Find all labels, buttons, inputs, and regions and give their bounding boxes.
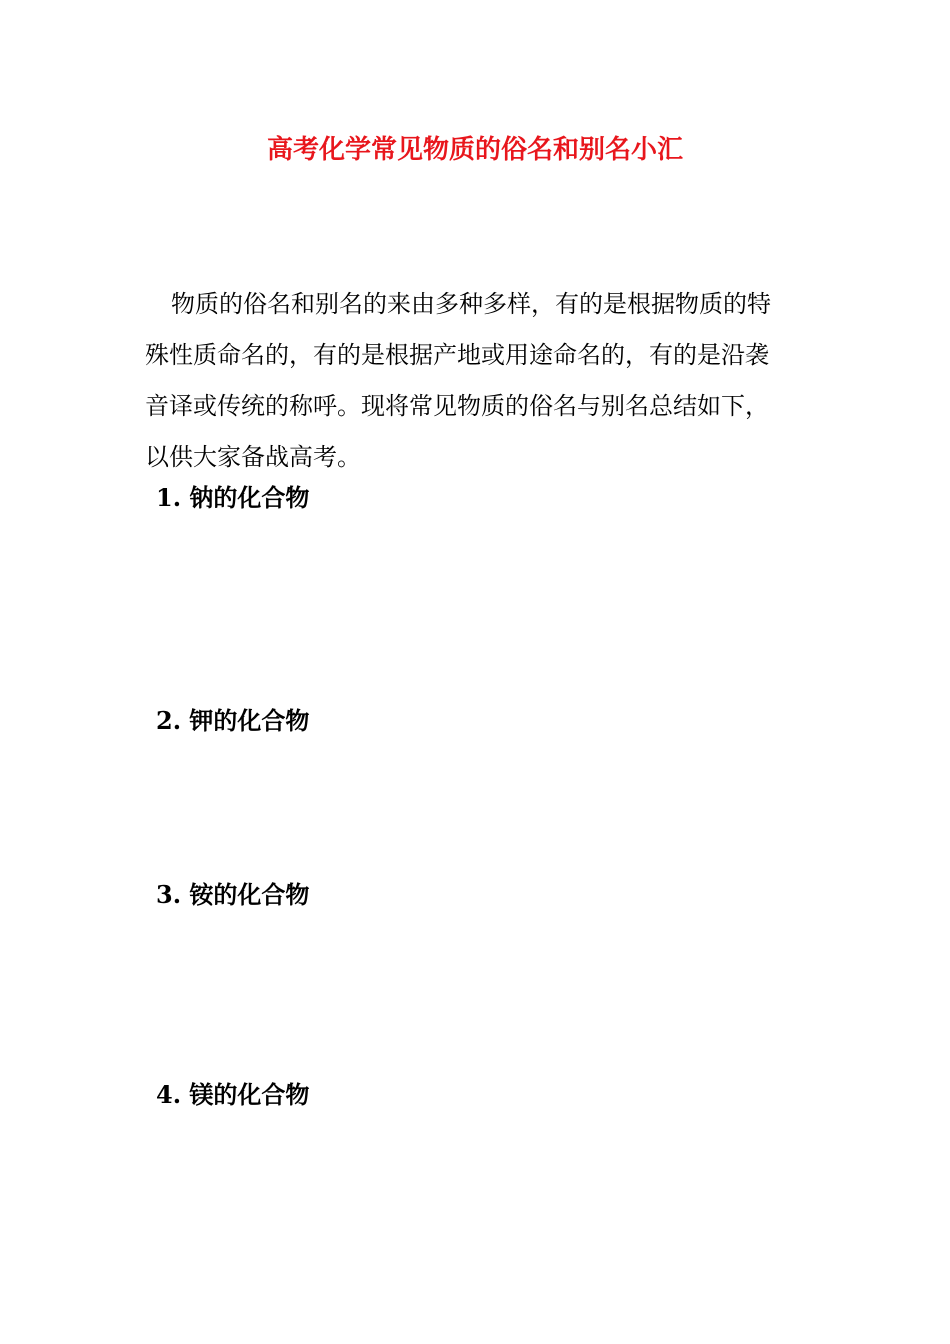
document-title: 高考化学常见物质的俗名和别名小汇 — [266, 135, 683, 165]
intro-line: 殊性质命名的，有的是根据产地或用途命名的，有的是沿袭 — [145, 341, 769, 369]
intro-line: 音译或传统的称呼。现将常见物质的俗名与别名总结如下， — [145, 392, 769, 420]
section-heading-sodium: 1. 钠的化合物 — [156, 483, 310, 512]
intro-paragraph — [145, 279, 811, 483]
intro-line: 以供大家备战高考。 — [145, 443, 361, 471]
section-heading-ammonium: 3. 铵的化合物 — [156, 880, 310, 909]
section-heading-magnesium: 4. 镁的化合物 — [156, 1080, 310, 1109]
section-heading-potassium: 2. 钾的化合物 — [156, 706, 310, 735]
intro-line: 物质的俗名和别名的来由多种多样，有的是根据物质的特 — [171, 290, 771, 318]
